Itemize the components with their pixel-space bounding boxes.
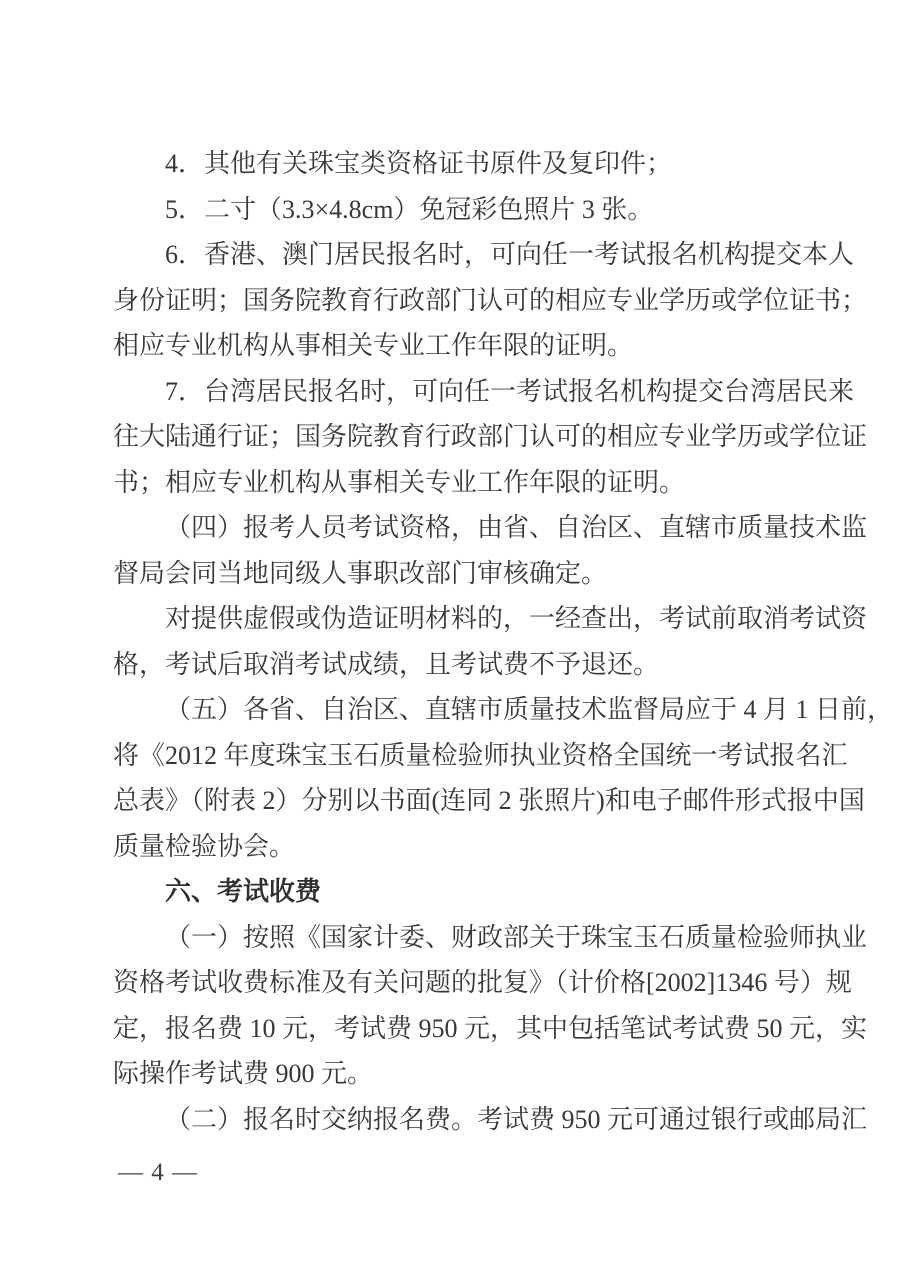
- text-line: 质量检验协会。: [113, 831, 296, 861]
- text-line: 格，考试后取消考试成绩，且考试费不予退还。: [113, 649, 660, 679]
- text-line: 往大陆通行证；国务院教育行政部门认可的相应专业学历或学位证: [113, 422, 868, 451]
- text-line: 将《2012 年度珠宝玉石质量检验师执业资格全国统一考试报名汇: [113, 740, 848, 770]
- text-line: （五）各省、自治区、直辖市质量技术监督局应于 4 月 1 日前，: [165, 695, 894, 724]
- text-line: 6．香港、澳门居民报名时，可向任一考试报名机构提交本人: [165, 240, 855, 269]
- text-line: 定，报名费 10 元，考试费 950 元，其中包括笔试考试费 50 元，实: [113, 1013, 868, 1043]
- text-line: 际操作考试费 900 元。: [113, 1059, 374, 1088]
- text-line: （四）报考人员考试资格，由省、自治区、直辖市质量技术监: [165, 513, 868, 542]
- text-line: 资格考试收费标准及有关问题的批复》（计价格[2002]1346 号）规: [113, 968, 852, 997]
- text-line: 督局会同当地同级人事职改部门审核确定。: [113, 558, 608, 588]
- text-line: （二）报名时交纳报名费。考试费 950 元可通过银行或邮局汇: [165, 1104, 868, 1134]
- text-line: 身份证明；国务院教育行政部门认可的相应专业学历或学位证书；: [113, 285, 868, 315]
- text-line: （一）按照《国家计委、财政部关于珠宝玉石质量检验师执业: [165, 922, 868, 952]
- text-line: 书；相应专业机构从事相关专业工作年限的证明。: [113, 467, 686, 497]
- text-line: 相应专业机构从事相关专业工作年限的证明。: [113, 331, 634, 360]
- document-body: [113, 141, 894, 1142]
- text-line: 5．二寸（3.3×4.8cm）免冠彩色照片 3 张。: [165, 194, 654, 224]
- text-line: 4．其他有关珠宝类资格证书原件及复印件；: [165, 149, 673, 178]
- text-line: 对提供虚假或伪造证明材料的，一经查出，考试前取消考试资: [165, 604, 868, 633]
- text-line: 总表》（附表 2）分别以书面(连同 2 张照片)和电子邮件形式报中国: [113, 786, 865, 815]
- page-number: — 4 —: [118, 1159, 198, 1186]
- text-line: 7．台湾居民报名时，可向任一考试报名机构提交台湾居民来: [165, 376, 855, 406]
- section-heading: 六、考试收费: [165, 876, 322, 906]
